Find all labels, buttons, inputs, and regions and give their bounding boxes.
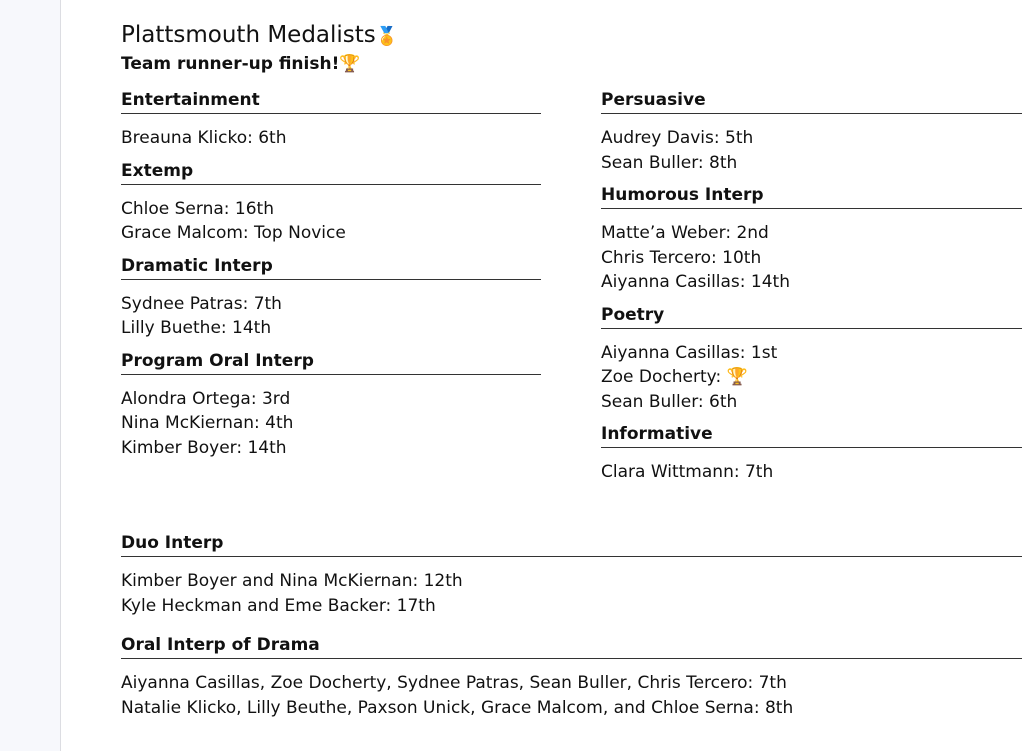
section-title: Duo Interp — [121, 532, 1022, 557]
result-entry: Sydnee Patras: 7th — [121, 293, 282, 314]
section-duo-interp — [121, 532, 1022, 618]
section-program-oral-interp — [121, 350, 541, 461]
result-entry: Nina McKiernan: 4th — [121, 413, 294, 433]
section-informative — [601, 423, 1022, 485]
section-title: Persuasive — [601, 89, 1022, 114]
result-entry: Kimber Boyer and Nina McKiernan: 12th — [121, 571, 463, 591]
result-entry: Kyle Heckman and Eme Backer: 17th — [121, 595, 436, 616]
result-entry: Audrey Davis: 5th — [601, 128, 754, 148]
section-title: Dramatic Interp — [121, 255, 541, 280]
section-persuasive — [601, 89, 1022, 175]
result-entry: Lilly Buethe: 14th — [121, 318, 272, 338]
result-entry: Alondra Ortega: 3rd — [121, 388, 291, 409]
section-title: Program Oral Interp — [121, 350, 541, 375]
section-title: Humorous Interp — [601, 184, 1022, 209]
page-subtitle — [121, 53, 361, 75]
section-title: Extemp — [121, 160, 541, 185]
result-entry: Breauna Klicko: 6th — [121, 128, 287, 148]
left-gutter — [0, 0, 61, 751]
section-title: Oral Interp of Drama — [121, 634, 1022, 659]
section-entertainment — [121, 89, 541, 151]
result-entry: Clara Wittmann: 7th — [601, 462, 774, 482]
left-column — [121, 89, 541, 460]
result-entry: Kimber Boyer: 14th — [121, 437, 287, 458]
section-humorous-interp — [601, 184, 1022, 295]
result-entry: Grace Malcom: Top Novice — [121, 223, 346, 243]
section-title: Informative — [601, 423, 1022, 448]
result-entry: Aiyanna Casillas: 14th — [601, 272, 790, 292]
trophy-icon: 🏆 — [339, 54, 361, 74]
result-entry: Zoe Docherty: 🏆 — [601, 367, 748, 387]
page-title — [121, 20, 398, 52]
section-poetry — [601, 304, 1022, 415]
section-title: Poetry — [601, 304, 1022, 329]
result-entry: Aiyanna Casillas, Zoe Docherty, Sydnee Patras, Sean Buller, Chris Tercero: 7th — [121, 673, 787, 693]
page-title-text: Plattsmouth Medalists — [121, 22, 376, 48]
page-subtitle-text: Team runner-up finish! — [121, 54, 340, 74]
result-entry: Sean Buller: 6th — [601, 391, 738, 412]
result-entry: Natalie Klicko, Lilly Beuthe, Paxson Unick, Grace Malcom, and Chloe Serna: 8th — [121, 697, 794, 718]
result-entry: Chloe Serna: 16th — [121, 198, 274, 219]
result-entry: Matte’a Weber: 2nd — [601, 223, 769, 243]
right-column — [601, 89, 1022, 485]
result-entry: Chris Tercero: 10th — [601, 247, 762, 268]
section-title: Entertainment — [121, 89, 541, 114]
section-oral-interp-of-drama — [121, 634, 1022, 720]
result-entry: Aiyanna Casillas: 1st — [601, 342, 778, 363]
medal-icon: 🏅 — [375, 26, 399, 47]
result-entry: Sean Buller: 8th — [601, 152, 738, 173]
section-extemp — [121, 160, 541, 246]
section-dramatic-interp — [121, 255, 541, 341]
